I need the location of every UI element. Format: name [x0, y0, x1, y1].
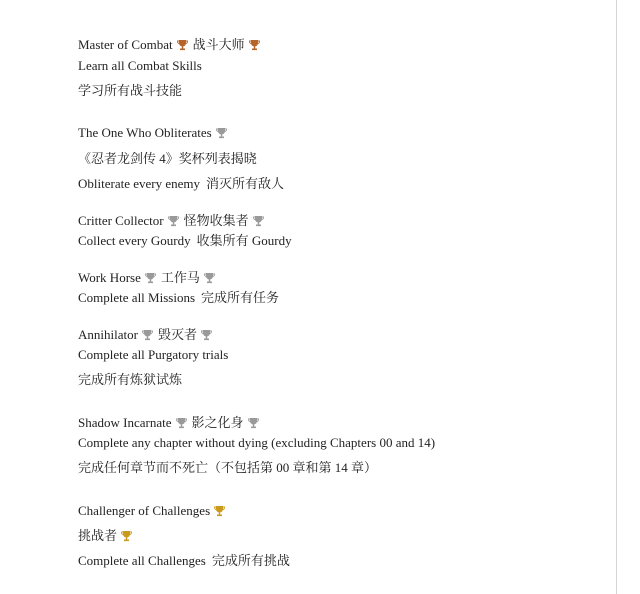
trophy-desc-cn: 完成所有挑战 [211, 553, 290, 568]
silver-trophy-icon [201, 329, 212, 341]
page-edge-divider [616, 0, 617, 594]
silver-trophy-icon [142, 329, 153, 341]
gold-trophy-icon [121, 530, 132, 542]
trophy-title-line [78, 502, 230, 520]
trophy-title-cn: 挑战者 [78, 528, 118, 543]
trophy-desc-line [78, 289, 279, 307]
trophy-title-line [78, 269, 220, 287]
silver-trophy-icon [145, 272, 156, 284]
trophy-title-line [78, 414, 264, 432]
bronze-trophy-icon [177, 39, 188, 51]
trophy-title-en: Critter Collector [78, 213, 164, 228]
trophy-desc-cn: 学习所有战斗技能 [78, 83, 183, 98]
silver-trophy-icon [204, 272, 215, 284]
trophy-title-cn: 战斗大师 [192, 37, 245, 52]
trophy-desc-cn: 完成任何章节而不死亡（不包括第 00 章和第 14 章） [78, 460, 378, 475]
trophy-title-en: Challenger of Challenges [78, 503, 211, 518]
trophy-desc-line [78, 232, 292, 250]
trophy-desc-cn: 收集所有 Gourdy [196, 233, 292, 248]
silver-trophy-icon [216, 127, 227, 139]
bronze-trophy-icon [249, 39, 260, 51]
trophy-title-en: Master of Combat [78, 37, 173, 52]
trophy-title-cn: 毁灭者 [157, 327, 197, 342]
trophy-title-en: Work Horse [78, 270, 141, 285]
trophy-desc-en: Obliterate every enemy [78, 176, 200, 191]
trophy-title-en: The One Who Obliterates [78, 125, 212, 140]
silver-trophy-icon [253, 215, 264, 227]
trophy-desc-cn: 完成所有炼狱试炼 [78, 372, 183, 387]
trophy-desc-en: Learn all Combat Skills [78, 58, 202, 73]
trophy-title-cn-line [78, 527, 137, 545]
silver-trophy-icon [168, 215, 179, 227]
trophy-desc-line [78, 175, 284, 193]
trophy-title-en: Shadow Incarnate [78, 415, 172, 430]
trophy-desc-cn: 完成所有任务 [201, 290, 280, 305]
trophy-subtitle-cn: 《忍者龙剑传 4》奖杯列表揭晓 [78, 151, 257, 166]
trophy-title-cn: 影之化身 [191, 415, 244, 430]
trophy-desc-en: Complete all Purgatory trials [78, 347, 229, 362]
trophy-desc-en: Complete any chapter without dying (excluding Chapters 00 and 14) [78, 435, 436, 450]
trophy-desc-en: Complete all Challenges [78, 553, 206, 568]
trophy-title-line [78, 326, 217, 344]
trophy-desc-cn: 消灭所有敌人 [206, 176, 285, 191]
silver-trophy-icon [248, 417, 259, 429]
trophy-title-cn: 怪物收集者 [183, 213, 249, 228]
gold-trophy-icon [214, 505, 225, 517]
trophy-title-cn: 工作马 [160, 270, 200, 285]
trophy-title-line [78, 36, 265, 54]
trophy-title-en: Annihilator [78, 327, 138, 342]
trophy-desc-en: Collect every Gourdy [78, 233, 191, 248]
trophy-desc-en: Complete all Missions [78, 290, 195, 305]
trophy-desc-line [78, 552, 290, 570]
trophy-title-line [78, 212, 269, 230]
silver-trophy-icon [176, 417, 187, 429]
trophy-title-line [78, 124, 232, 142]
